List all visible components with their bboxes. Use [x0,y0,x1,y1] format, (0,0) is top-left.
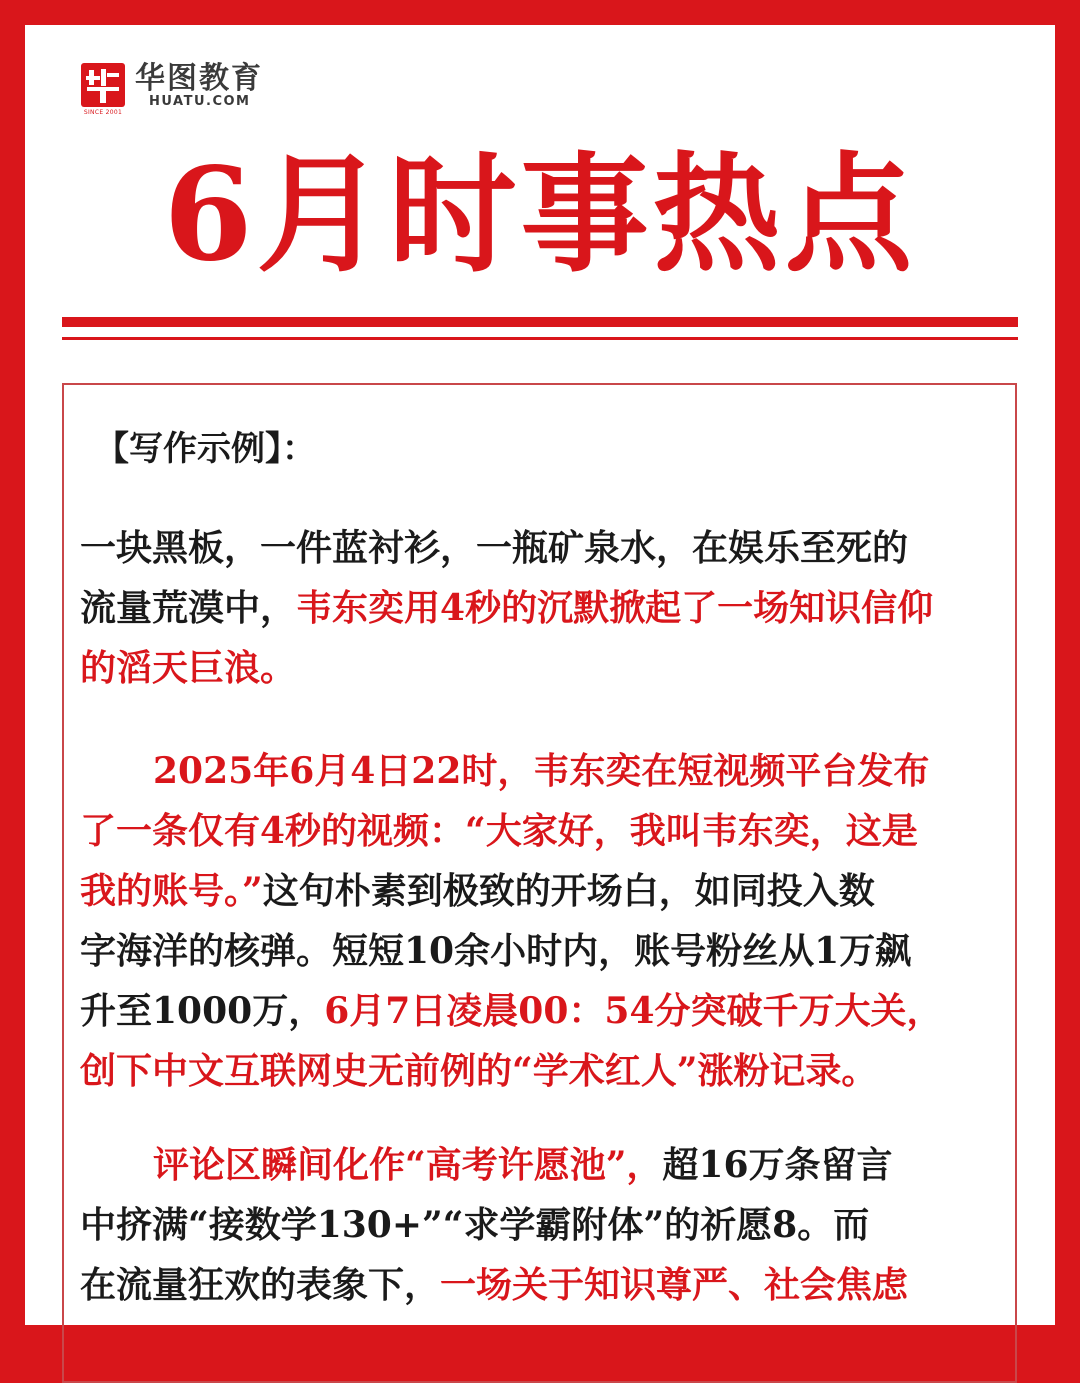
title-divider-thick [62,317,1018,327]
highlight-text: 了一条仅有4秒的视频：“大家好，我叫韦东奕，这是 [80,810,918,852]
body-text: 中挤满“接数学130+”“求学霸附体”的祈愿8。而 [80,1204,870,1246]
paragraph-2-line [80,808,918,854]
paragraph-3-line [153,1142,893,1188]
body-text: 流量荒漠中， [80,587,297,629]
body-text: 一块黑板，一件蓝衬衫，一瓶矿泉水，在娱乐至死的 [80,527,909,569]
paragraph-2-line [80,1048,877,1094]
body-text: 在流量狂欢的表象下， [80,1264,441,1306]
page-sheet [25,25,1055,1325]
highlight-text: 6月7日凌晨00：54分突破千万大关， [324,990,943,1032]
logo-name-cn: 华图教育 [135,61,263,96]
paragraph-1-line [80,645,296,691]
huatu-logo [81,61,263,116]
logo-since-text: SINCE 2001 [83,109,123,116]
highlight-text: 的滔天巨浪。 [80,647,297,689]
paragraph-3-line [80,1262,908,1308]
paragraph-2-line [80,928,911,974]
highlight-text: 我的账号。” [80,870,263,912]
highlight-text: 韦东奕用4秒的沉默掀起了一场知识信仰 [296,587,934,629]
paragraph-2-line [153,748,929,794]
body-text: 这句朴素到极致的开场白，如同投入数 [262,870,875,912]
paragraph-1-line [80,585,933,631]
section-label: 【写作示例】： [95,429,316,469]
logo-domain: HUATU.COM [149,94,251,109]
highlight-text: 评论区瞬间化作“高考许愿池”， [153,1144,663,1186]
huatu-logo-icon [81,63,125,107]
paragraph-2-line [80,988,943,1034]
title-divider-thin [62,337,1018,340]
paragraph-3-line [80,1202,869,1248]
logo-text [135,63,263,109]
highlight-text: 2025年6月4日22时，韦东奕在短视频平台发布 [153,750,930,792]
highlight-text: 一场关于知识尊严、社会焦虑 [440,1264,909,1306]
highlight-text: 创下中文互联网史无前例的“学术红人”涨粉记录。 [80,1050,878,1092]
page-title: 6月时事热点 [163,140,917,290]
body-text: 升至1000万， [80,990,325,1032]
paragraph-1-line [80,525,908,571]
paragraph-2-line [80,868,875,914]
body-text: 超16万条留言 [662,1144,893,1186]
body-text: 字海洋的核弹。短短10余小时内，账号粉丝从1万飙 [80,930,912,972]
